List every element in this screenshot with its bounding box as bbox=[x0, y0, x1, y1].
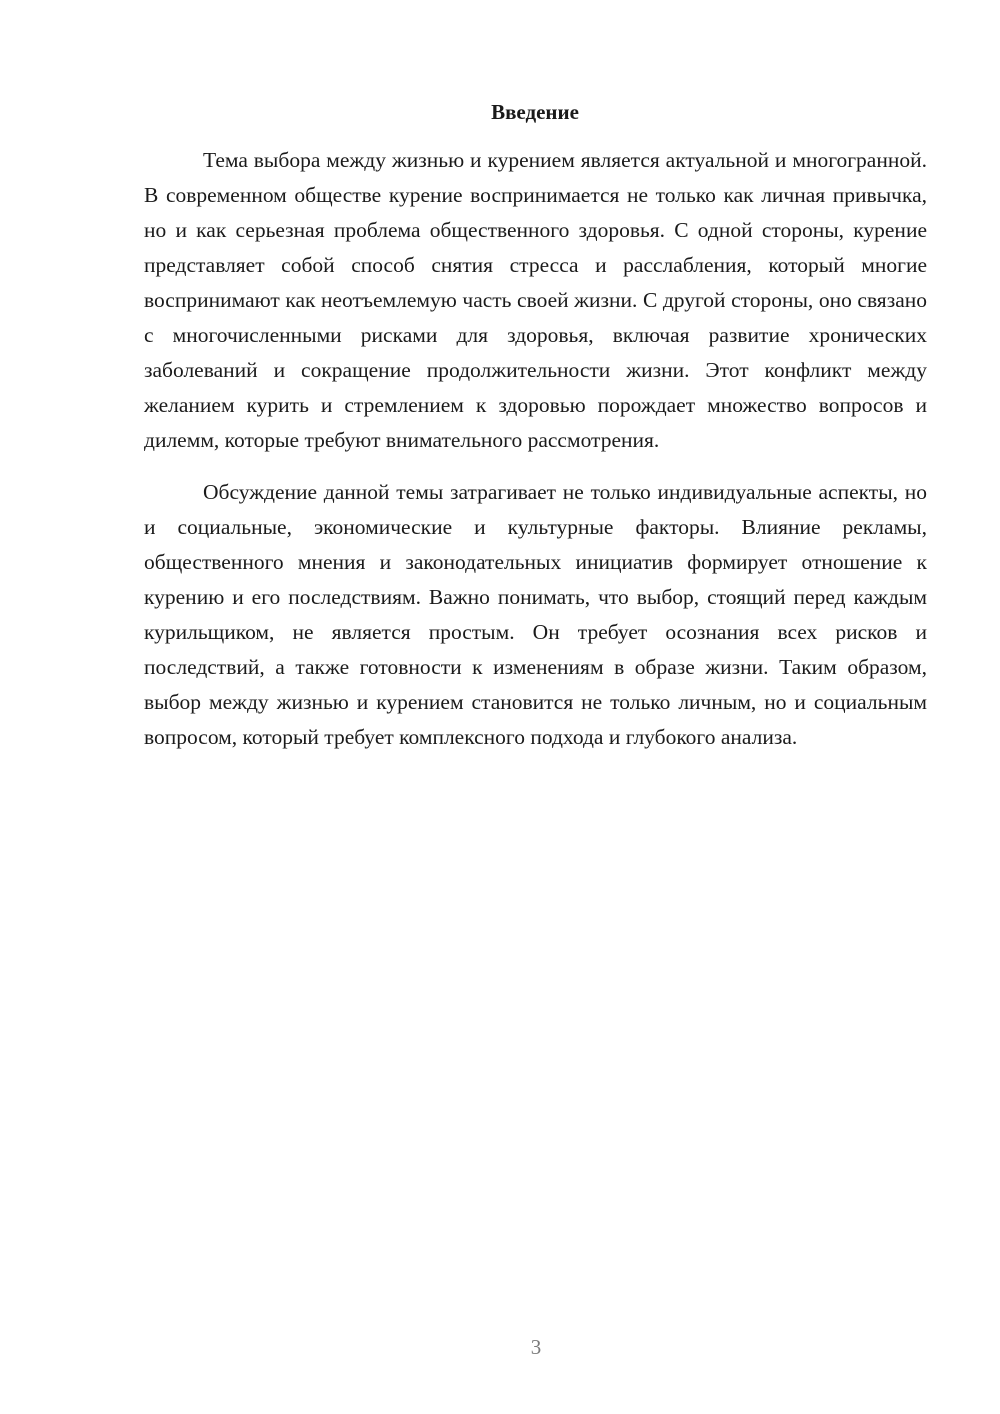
body-text bbox=[144, 143, 927, 755]
section-heading: Введение bbox=[491, 100, 579, 124]
paragraph-intro: Тема выбора между жизнью и курением является актуальной и многогранной. В современном обществе курение воспринимается не только как личная привычка, но и как серьезная проблема общественного здоровья. С одной стороны, курение представляет собой способ снятия стресса и расслабления, который многие воспринимают как неотъемлемую часть своей жизни. С другой стороны, оно связано с многочисленными рисками для здоровья, включая развитие хронических заболеваний и сокращение продолжительности жизни. Этот конфликт между желанием курить и стремлением к здоровью порождает множество вопросов и дилемм, которые требуют внимательного рассмотрения. bbox=[144, 148, 927, 452]
paragraph-discussion: Обсуждение данной темы затрагивает не только индивидуальные аспекты, но и социальные, экономические и культурные факторы. Влияние рекламы, общественного мнения и законодательных инициатив формирует отношение к курению и его последствиям. Важно понимать, что выбор, стоящий перед каждым курильщиком, не является простым. Он требует осознания всех рисков и последствий, а также готовности к изменениям в образе жизни. Таким образом, выбор между жизнью и курением становится не только личным, но и социальным вопросом, который требует комплексного подхода и глубокого анализа. bbox=[144, 480, 927, 749]
page-number: 3 bbox=[530, 1335, 542, 1359]
